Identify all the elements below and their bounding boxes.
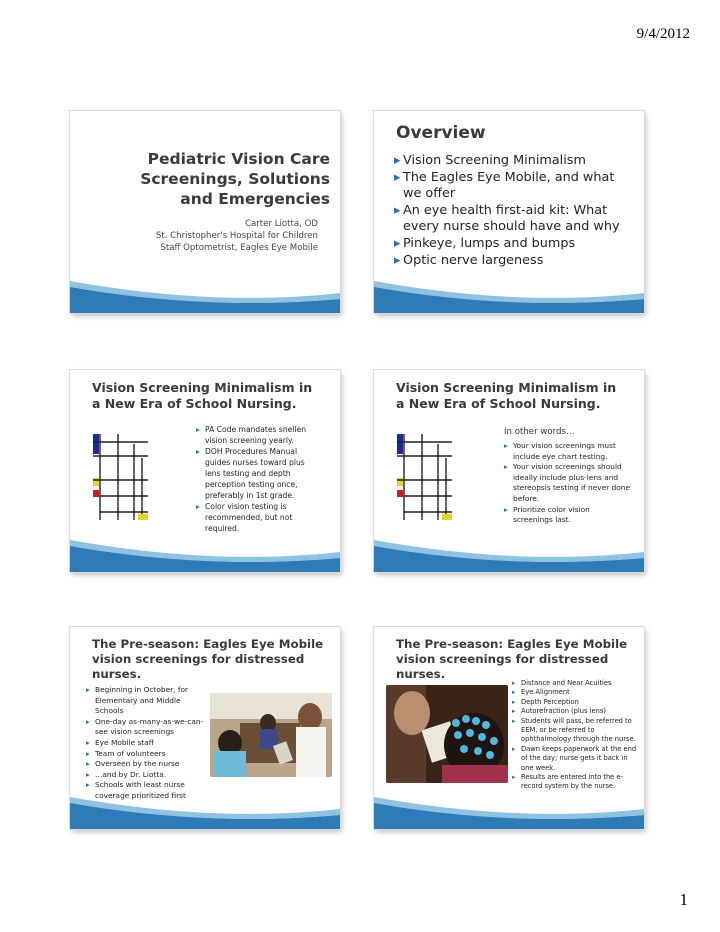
author-block: [156, 218, 318, 254]
list-item: ▸ Distance and Near Acuities: [512, 679, 640, 688]
slide-swoosh: [374, 281, 644, 313]
slide-preseason-2: [374, 627, 644, 829]
slide-minimalism-2: [374, 370, 644, 572]
screening-classroom-photo: [210, 693, 332, 777]
slide-swoosh: [374, 797, 644, 829]
list-item: ▸ Autorefraction (plus lens): [512, 707, 640, 716]
mondrian-image: [380, 434, 452, 520]
slide-swoosh: [374, 540, 644, 572]
page-date: 9/4/2012: [636, 26, 690, 42]
list-item: ▸ Your vision screenings must include eye chart testing.: [504, 441, 632, 462]
slide-bullet-list: [512, 679, 640, 792]
list-item: ▸ The Eagles Eye Mobile, and what we offer: [394, 170, 626, 203]
author-name: Carter Liotta, OD: [244, 219, 318, 229]
list-item: ▸ Vision Screening Minimalism: [394, 153, 626, 170]
slide-heading: Vision Screening Minimalism in a New Era of School Nursing.: [92, 380, 313, 411]
slide-bullet-list: [196, 424, 322, 534]
list-item: ▸ Prioritize color vision screenings last.: [504, 505, 632, 526]
list-item: ▸ Color vision testing is recommended, but not required.: [196, 501, 322, 534]
list-item: ▸ PA Code mandates snellen vision screening yearly.: [196, 424, 322, 446]
mondrian-image: [76, 434, 148, 520]
slide-swoosh: [70, 281, 340, 313]
list-item: ▸ Your vision screenings should ideally include plus-lens and stereopsis testing if never done before.: [504, 462, 632, 504]
list-item: ▸ Optic nerve largeness: [394, 253, 626, 270]
slide-heading: The Pre-season: Eagles Eye Mobile vision screenings for distressed nurses.: [396, 637, 628, 681]
author-role: Staff Optometrist, Eagles Eye Mobile: [160, 243, 318, 253]
slide-heading: The Pre-season: Eagles Eye Mobile vision screenings for distressed nurses.: [92, 637, 324, 681]
list-item: ▸ One-day as-many-as-we-can-see vision screenings: [86, 717, 210, 738]
page-number: 1: [679, 890, 688, 909]
slide-preseason-1: [70, 627, 340, 829]
list-item: ▸ Eye Mobile staff: [86, 738, 210, 749]
list-item: ▸ Pinkeye, lumps and bumps: [394, 236, 626, 253]
list-item: ▸ An eye health first-aid kit: What every nurse should have and why: [394, 203, 626, 236]
slide-intro-text: In other words…: [504, 427, 575, 437]
list-item: ▸ Results are entered into the e-record system by the nurse.: [512, 773, 640, 792]
list-item: ▸ Depth Perception: [512, 698, 640, 707]
author-affiliation: St. Christopher's Hospital for Children: [155, 231, 318, 241]
list-item: ▸ Students will pass, be referred to EEM, or be referred to ophthalmology through the nurse.: [512, 717, 640, 745]
slide-bullet-list: [504, 441, 632, 526]
slide-title-heading: Pediatric Vision Care Screenings, Solutions and Emergencies: [140, 150, 330, 208]
list-item: ▸ DOH Procedures Manual guides nurses toward plus lens testing and depth perception testing once, preferably in 1st grade.: [196, 446, 322, 501]
list-item: ▸ Team of volunteers: [86, 749, 210, 760]
slide-title: [70, 111, 340, 313]
slide-overview-heading: Overview: [396, 123, 486, 143]
list-item: ▸ Beginning in October, for Elementary and Middle Schools: [86, 685, 210, 717]
slide-swoosh: [70, 797, 340, 829]
slide-bullet-list: [86, 685, 210, 802]
list-item: ▸ Dawn keeps paperwork at the end of the day; nurse gets it back in one week.: [512, 745, 640, 773]
child-eye-test-photo: [386, 685, 508, 783]
slide-overview: [374, 111, 644, 313]
slide-heading: Vision Screening Minimalism in a New Era of School Nursing.: [396, 380, 617, 411]
slide-minimalism-1: [70, 370, 340, 572]
list-item: ▸ Schools with least nurse coverage prioritized first: [86, 780, 210, 801]
slide-swoosh: [70, 540, 340, 572]
list-item: ▸ …and by Dr. Liotta.: [86, 770, 210, 781]
overview-bullet-list: [394, 153, 626, 269]
list-item: ▸ Overseen by the nurse: [86, 759, 210, 770]
list-item: ▸ Eye Alignment: [512, 688, 640, 697]
